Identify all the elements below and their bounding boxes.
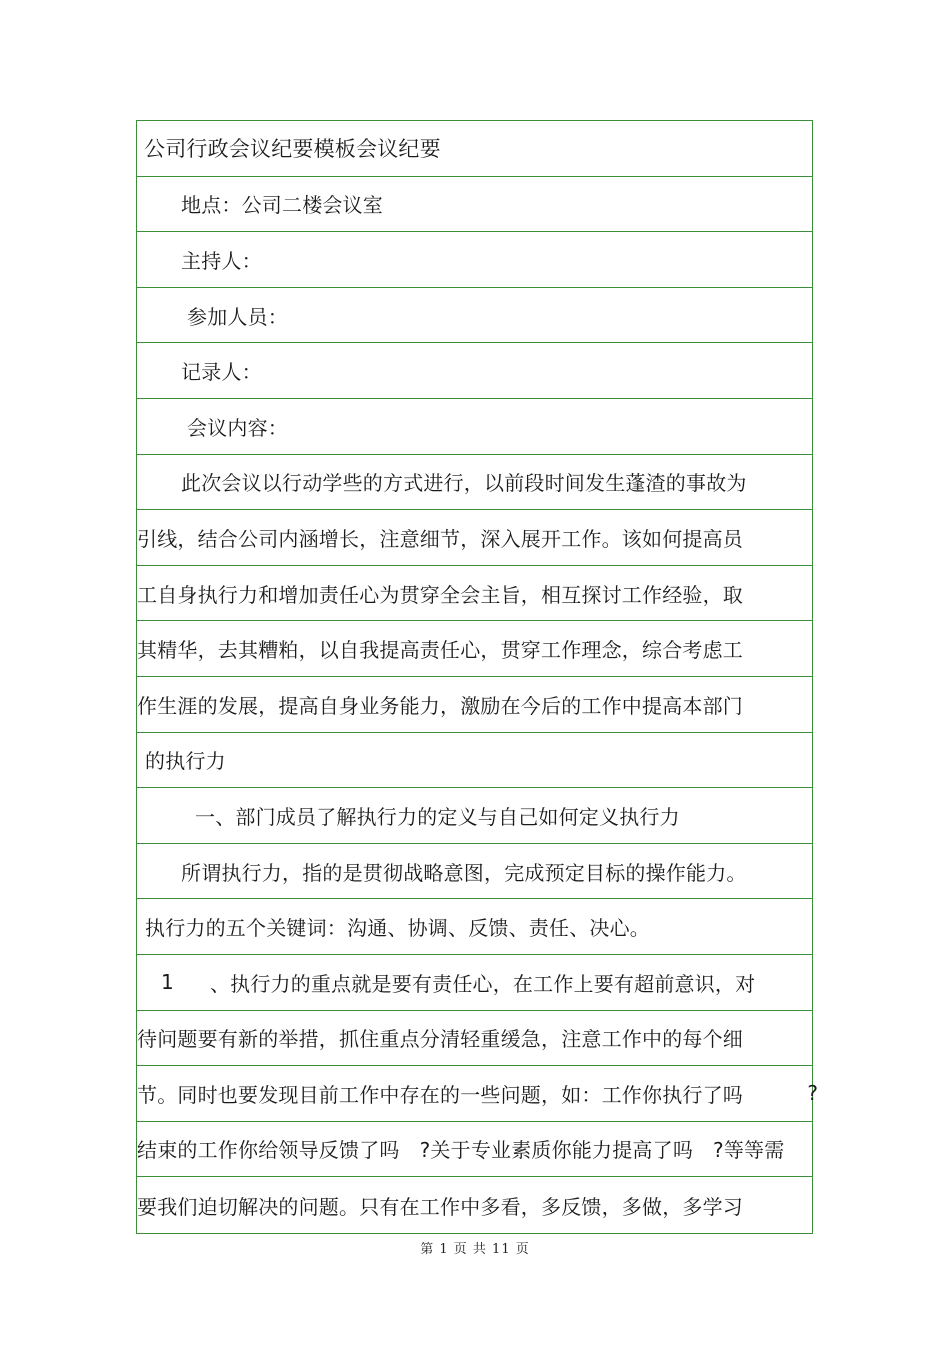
document-title: 公司行政会议纪要模板会议纪要 — [144, 137, 441, 162]
paragraph-text: 的执行力 — [145, 749, 226, 774]
paragraph-line — [137, 510, 812, 566]
recorder-text: 记录人： — [181, 360, 262, 385]
host-row — [137, 232, 812, 288]
recorder-row — [137, 343, 812, 399]
paragraph-text: 其精华，去其糟粕，以自我提高责任心，贯穿工作理念，综合考虑工 — [137, 638, 743, 663]
host-text: 主持人： — [181, 248, 262, 273]
keywords-text: 执行力的五个关键词：沟通、协调、反馈、责任、决心。 — [145, 916, 650, 941]
point-line — [137, 1177, 812, 1233]
point-line — [137, 1122, 812, 1178]
definition-text: 所谓执行力，指的是贯彻战略意图，完成预定目标的操作能力。 — [181, 860, 747, 885]
point-line — [137, 1066, 818, 1122]
document-table — [136, 120, 818, 1234]
location-text: 地点：公司二楼会议室 — [181, 193, 383, 218]
point-text — [137, 1122, 784, 1177]
keywords-row — [137, 899, 812, 955]
paragraph-text: 作生涯的发展，提高自身业务能力，激励在今后的工作中提高本部门 — [137, 693, 743, 718]
paragraph-line — [137, 677, 812, 733]
paragraph-text: 此次会议以行动学些的方式进行，以前段时间发生蓬渣的事故为 — [181, 471, 747, 496]
point-line-text: 、执行力的重点就是要有责任心，在工作上要有超前意识，对 — [209, 971, 756, 996]
point-text: 节。同时也要发现目前工作中存在的一些问题，如：工作你执行了吗 — [137, 1082, 743, 1107]
content-label: 会议内容： — [187, 415, 288, 440]
definition-row — [137, 844, 812, 900]
paragraph-text: 引线，结合公司内涵增长，注意细节，深入展开工作。该如何提高员 — [137, 526, 743, 551]
point-segment: 结束的工作你给领导反馈了吗 — [137, 1138, 400, 1163]
paragraph-text: 工自身执行力和增加责任心为贯穿全会主旨，相互探讨工作经验，取 — [137, 582, 743, 607]
location-row — [137, 177, 812, 233]
point-text: 要我们迫切解决的问题。只有在工作中多看，多反馈，多做，多学习 — [137, 1194, 743, 1219]
paragraph-line — [137, 733, 812, 789]
paragraph-line — [137, 455, 812, 511]
point-text: 待问题要有新的举措，抓住重点分清轻重缓急，注意工作中的每个细 — [137, 1027, 743, 1052]
content-label-row — [137, 399, 812, 455]
attendees-row — [137, 288, 812, 344]
point-segment: ?关于专业素质你能力提高了吗 — [419, 1138, 694, 1163]
title-row — [137, 121, 812, 177]
point-number: 1 — [161, 970, 174, 995]
section-heading: 一、部门成员了解执行力的定义与自己如何定义执行力 — [195, 804, 680, 829]
point-line — [137, 955, 812, 1011]
point-segment: ?等等需 — [713, 1138, 785, 1163]
question-mark: ? — [807, 1081, 818, 1106]
point-line — [137, 1011, 812, 1067]
paragraph-line — [137, 566, 812, 622]
paragraph-line — [137, 621, 812, 677]
attendees-text: 参加人员： — [187, 304, 288, 329]
section-heading-row — [137, 788, 812, 844]
page-footer: 第 1 页 共 11 页 — [420, 1242, 530, 1257]
point-text — [161, 955, 755, 1010]
